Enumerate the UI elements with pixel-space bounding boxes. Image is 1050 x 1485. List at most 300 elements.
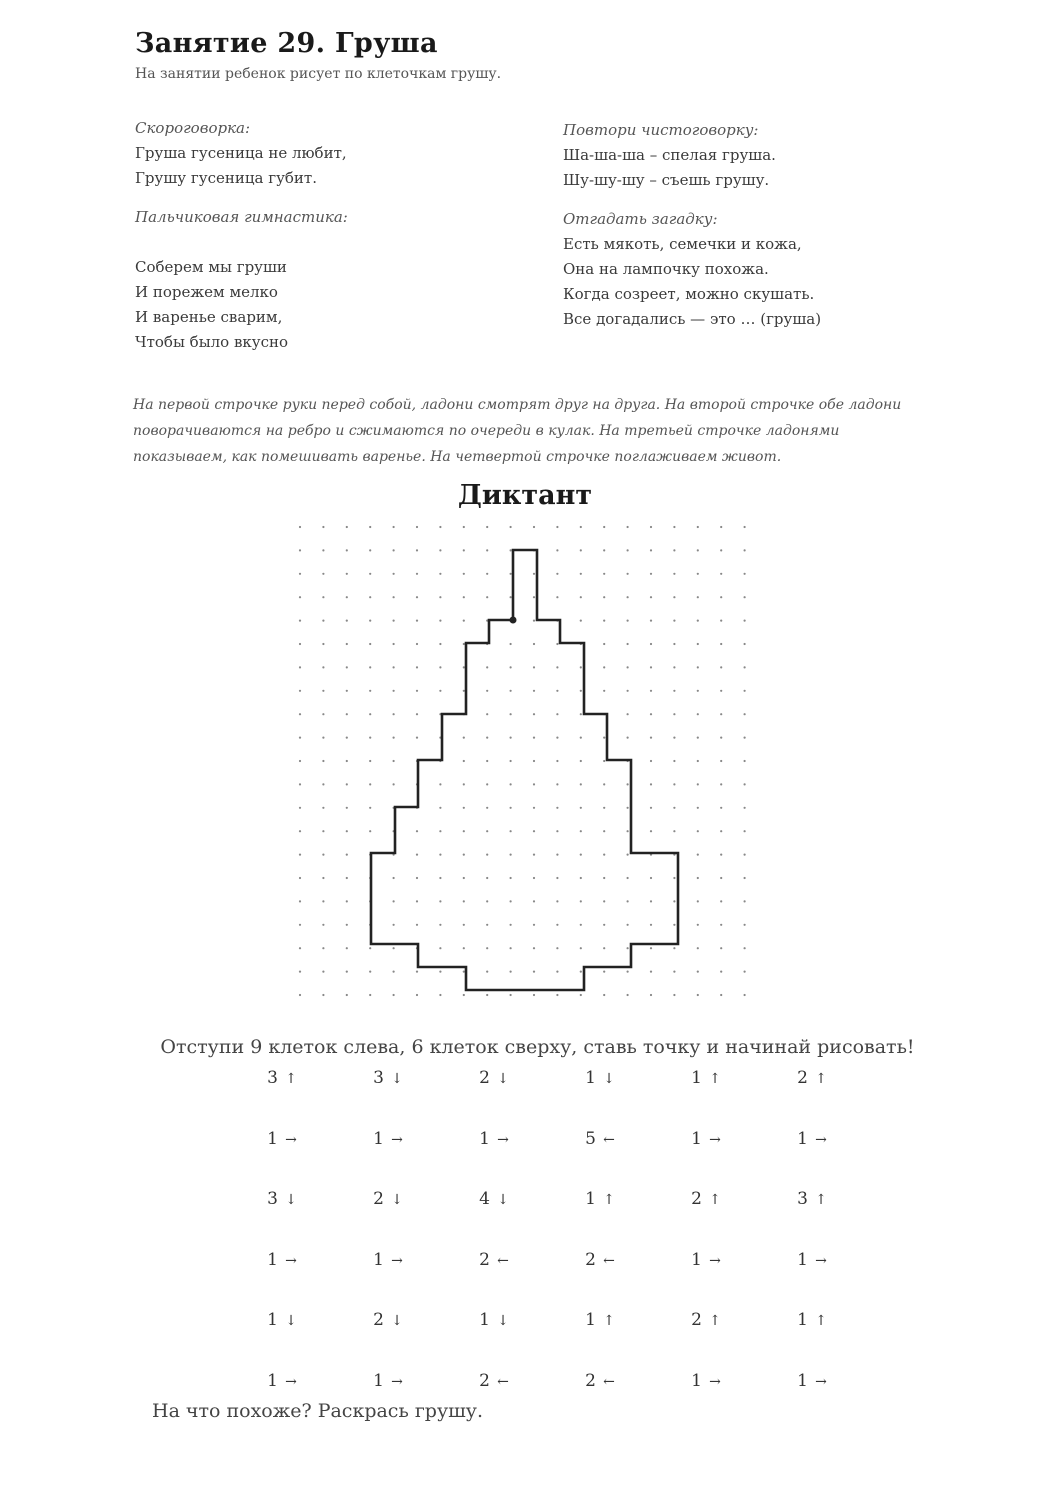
grid-dot <box>673 596 675 598</box>
grid-dot <box>346 713 348 715</box>
grid-dot <box>533 526 535 528</box>
grid-dot <box>697 713 699 715</box>
direction-arrow-icon: ← <box>497 1252 509 1269</box>
grid-dot <box>556 666 558 668</box>
direction-arrow-icon: → <box>285 1131 297 1148</box>
grid-dot <box>439 830 441 832</box>
grid-dot <box>510 807 512 809</box>
grid-dot <box>556 947 558 949</box>
grid-dot <box>744 526 746 528</box>
grid-dot <box>299 924 301 926</box>
grid-dot <box>650 596 652 598</box>
step-cell <box>358 1189 448 1209</box>
grid-dot <box>369 737 371 739</box>
grid-dot <box>322 549 324 551</box>
grid-dot <box>486 947 488 949</box>
grid-dot <box>744 877 746 879</box>
grid-dot <box>463 924 465 926</box>
grid-dot <box>439 783 441 785</box>
grid-dot <box>720 971 722 973</box>
grid-dot <box>627 854 629 856</box>
grid-dot <box>299 643 301 645</box>
step-count: 1 <box>373 1128 384 1149</box>
grid-dot <box>627 924 629 926</box>
grid-dot <box>720 947 722 949</box>
grid-dot <box>510 971 512 973</box>
repeat-line: Шу-шу-шу – съешь грушу. <box>563 171 770 189</box>
repeat-heading: Повтори чистоговорку: <box>563 121 759 139</box>
grid-dot <box>299 690 301 692</box>
step-count: 1 <box>479 1310 490 1330</box>
grid-dot <box>673 900 675 902</box>
grid-dot <box>416 830 418 832</box>
grid-dot <box>744 573 746 575</box>
grid-dot <box>673 971 675 973</box>
grid-dot <box>603 666 605 668</box>
grid-dot <box>439 690 441 692</box>
direction-arrow-icon: → <box>709 1373 721 1390</box>
grid-dot <box>299 877 301 879</box>
grid-dot <box>486 737 488 739</box>
grid-dot <box>416 713 418 715</box>
grid-dot <box>393 783 395 785</box>
lesson-subtitle: На занятии ребенок рисует по клеточкам грушу. <box>135 66 502 82</box>
grid-dot <box>416 596 418 598</box>
guess-line: Есть мякоть, семечки и кожа, <box>563 235 802 253</box>
grid-dot <box>533 971 535 973</box>
step-cell <box>252 1068 342 1088</box>
grid-dot <box>556 737 558 739</box>
grid-dot <box>393 737 395 739</box>
grid-dot <box>556 690 558 692</box>
grid-dot <box>627 596 629 598</box>
guess-line: Все догадались — это … (груша) <box>563 310 822 328</box>
grid-dot <box>393 690 395 692</box>
step-count: 4 <box>479 1189 490 1209</box>
grid-dot <box>556 971 558 973</box>
step-cell <box>252 1371 342 1391</box>
grid-dot <box>393 596 395 598</box>
guess-line: Когда созреет, можно скушать. <box>563 285 815 303</box>
step-count: 2 <box>373 1310 384 1330</box>
grid-dot <box>627 643 629 645</box>
step-cell <box>464 1250 554 1270</box>
grid-dot <box>720 549 722 551</box>
grid-dot <box>744 737 746 739</box>
grid-dot <box>603 877 605 879</box>
step-cell <box>782 1310 872 1330</box>
grid-dot <box>369 526 371 528</box>
direction-arrow-icon: → <box>709 1252 721 1269</box>
grid-dot <box>322 900 324 902</box>
step-count: 2 <box>691 1310 702 1330</box>
grid-dot <box>720 830 722 832</box>
grid-dot <box>369 713 371 715</box>
step-cell <box>570 1371 660 1391</box>
grid-dot <box>439 620 441 622</box>
grid-dot <box>744 900 746 902</box>
grid-dot <box>510 854 512 856</box>
step-count: 1 <box>691 1370 702 1391</box>
grid-dot <box>533 713 535 715</box>
grid-dot <box>346 737 348 739</box>
step-count: 2 <box>479 1370 490 1391</box>
step-count: 1 <box>691 1128 702 1149</box>
grid-dot <box>346 666 348 668</box>
step-cell <box>358 1068 448 1088</box>
grid-dot <box>533 737 535 739</box>
step-count: 2 <box>479 1249 490 1270</box>
grid-dot <box>627 573 629 575</box>
grid-dot <box>533 690 535 692</box>
grid-dot <box>697 620 699 622</box>
step-count: 1 <box>797 1249 808 1270</box>
grid-dot <box>673 737 675 739</box>
grid-dot <box>627 807 629 809</box>
grid-dot <box>486 924 488 926</box>
grid-dot <box>556 713 558 715</box>
grid-dot <box>439 526 441 528</box>
grid-dot <box>322 690 324 692</box>
grid-dot <box>603 573 605 575</box>
grid-dot <box>322 783 324 785</box>
grid-dot <box>720 924 722 926</box>
step-count: 1 <box>797 1310 808 1330</box>
grid-dot <box>346 994 348 996</box>
grid-dot <box>533 760 535 762</box>
step-cell <box>252 1129 342 1149</box>
grid-dot <box>393 549 395 551</box>
grid-dot <box>556 573 558 575</box>
grid-dot <box>580 737 582 739</box>
grid-dot <box>346 807 348 809</box>
grid-dot <box>510 713 512 715</box>
grid-dot <box>650 783 652 785</box>
step-count: 1 <box>585 1068 596 1088</box>
step-count: 1 <box>479 1128 490 1149</box>
grid-dot <box>627 713 629 715</box>
step-cell <box>464 1310 554 1330</box>
grid-dot <box>580 877 582 879</box>
direction-arrow-icon: → <box>391 1252 403 1269</box>
grid-dot <box>697 877 699 879</box>
direction-arrow-icon: ↓ <box>497 1192 509 1208</box>
grid-dot <box>463 549 465 551</box>
grid-dot <box>393 526 395 528</box>
grid-dot <box>697 924 699 926</box>
grid-dot <box>393 947 395 949</box>
grid-dot <box>650 526 652 528</box>
grid-dot <box>580 971 582 973</box>
grid-dot <box>439 924 441 926</box>
grid-dot <box>556 830 558 832</box>
direction-arrow-icon: → <box>391 1131 403 1148</box>
grid-dot <box>299 526 301 528</box>
grid-dot <box>580 596 582 598</box>
grid-dot <box>697 596 699 598</box>
direction-arrow-icon: ↓ <box>497 1313 509 1329</box>
grid-dot <box>486 573 488 575</box>
grid-dot <box>393 971 395 973</box>
grid-dot <box>346 620 348 622</box>
grid-dot <box>322 526 324 528</box>
direction-arrow-icon: ↓ <box>603 1071 615 1087</box>
guess-line: Она на лампочку похожа. <box>563 260 769 278</box>
step-count: 2 <box>585 1249 596 1270</box>
grid-dot <box>673 877 675 879</box>
grid-dot <box>393 620 395 622</box>
step-cell <box>676 1129 766 1149</box>
grid-dot <box>463 947 465 949</box>
grid-dot <box>439 573 441 575</box>
grid-dot <box>673 760 675 762</box>
grid-dot <box>650 807 652 809</box>
grid-dot <box>603 994 605 996</box>
grid-dot <box>744 807 746 809</box>
step-count: 1 <box>373 1249 384 1270</box>
grid-dot <box>603 783 605 785</box>
grid-dot <box>299 549 301 551</box>
step-count: 2 <box>479 1068 490 1088</box>
grid-dot <box>744 666 746 668</box>
grid-dot <box>627 737 629 739</box>
grid-dot <box>439 596 441 598</box>
grid-dot <box>322 971 324 973</box>
grid-dot <box>416 924 418 926</box>
finger-line: Чтобы было вкусно <box>135 333 289 351</box>
step-cell <box>570 1129 660 1149</box>
grid-dot <box>580 573 582 575</box>
step-cell <box>782 1250 872 1270</box>
grid-dot <box>463 807 465 809</box>
grid-dot <box>322 947 324 949</box>
grid-dot <box>510 900 512 902</box>
grid-dot <box>744 854 746 856</box>
direction-arrow-icon: ↑ <box>709 1192 721 1208</box>
grid-dot <box>697 947 699 949</box>
step-cell <box>676 1068 766 1088</box>
grid-dot <box>533 807 535 809</box>
step-cell <box>252 1189 342 1209</box>
grid-dot <box>720 526 722 528</box>
grid-dot <box>580 947 582 949</box>
grid-dot <box>322 924 324 926</box>
grid-dot <box>650 549 652 551</box>
grid-dot <box>673 526 675 528</box>
grid-dot <box>369 573 371 575</box>
step-count: 1 <box>267 1370 278 1391</box>
grid-dot <box>673 783 675 785</box>
direction-arrow-icon: ← <box>497 1373 509 1390</box>
direction-arrow-icon: ↓ <box>285 1313 297 1329</box>
grid-dot <box>439 854 441 856</box>
grid-dot <box>533 830 535 832</box>
grid-dot <box>556 760 558 762</box>
grid-dot <box>627 994 629 996</box>
grid-dot <box>416 877 418 879</box>
grid-dot <box>369 783 371 785</box>
grid-dot <box>627 900 629 902</box>
grid-dot <box>346 596 348 598</box>
grid-dot <box>416 690 418 692</box>
grid-dot <box>627 971 629 973</box>
grid-dot <box>533 900 535 902</box>
start-instruction: Отступи 9 клеток слева, 6 клеток сверху, ставь точку и начинай рисовать! <box>160 1036 915 1058</box>
step-count: 1 <box>585 1310 596 1330</box>
direction-arrow-icon: ↑ <box>815 1313 827 1329</box>
step-cell <box>464 1129 554 1149</box>
grid-dot <box>603 830 605 832</box>
step-cell <box>782 1189 872 1209</box>
grid-dot <box>673 947 675 949</box>
grid-dot <box>486 549 488 551</box>
grid-dot <box>369 971 371 973</box>
grid-dot <box>580 666 582 668</box>
grid-dot <box>346 549 348 551</box>
grid-dot <box>369 807 371 809</box>
grid-dot <box>720 900 722 902</box>
grid-dot <box>650 713 652 715</box>
grid-dot <box>673 643 675 645</box>
grid-dot <box>744 690 746 692</box>
grid-dot <box>486 690 488 692</box>
finger-heading: Пальчиковая гимнастика: <box>135 208 348 226</box>
direction-arrow-icon: → <box>815 1373 827 1390</box>
grid-dot <box>346 877 348 879</box>
finger-line: Соберем мы груши <box>135 258 287 276</box>
grid-dot <box>650 737 652 739</box>
grid-dot <box>720 596 722 598</box>
grid-dot <box>720 666 722 668</box>
grid-dot <box>393 900 395 902</box>
grid-dot <box>603 549 605 551</box>
step-cell <box>358 1371 448 1391</box>
grid-dot <box>510 783 512 785</box>
grid-dot <box>697 994 699 996</box>
grid-dot <box>393 994 395 996</box>
grid-dot <box>439 900 441 902</box>
grid-dot <box>650 643 652 645</box>
grid-dot <box>510 643 512 645</box>
grid-dot <box>580 760 582 762</box>
finger-line: И порежем мелко <box>135 283 278 301</box>
direction-arrow-icon: → <box>497 1131 509 1148</box>
grid-dot <box>744 643 746 645</box>
grid-dot <box>393 666 395 668</box>
grid-dot <box>533 666 535 668</box>
grid-dot <box>299 971 301 973</box>
step-count: 1 <box>797 1128 808 1149</box>
step-cell <box>676 1189 766 1209</box>
grid-dot <box>673 713 675 715</box>
step-cell <box>464 1371 554 1391</box>
step-count: 1 <box>691 1249 702 1270</box>
direction-arrow-icon: ↑ <box>285 1071 297 1087</box>
step-cell <box>676 1310 766 1330</box>
grid-dot <box>463 971 465 973</box>
grid-dot <box>346 783 348 785</box>
grid-dot <box>463 573 465 575</box>
step-count: 1 <box>373 1370 384 1391</box>
grid-dot <box>416 854 418 856</box>
grid-dot <box>299 807 301 809</box>
grid-dot <box>697 783 699 785</box>
grid-dot <box>393 573 395 575</box>
grid-dot <box>603 971 605 973</box>
grid-dot <box>346 526 348 528</box>
grid-dot <box>463 643 465 645</box>
grid-dot <box>463 900 465 902</box>
grid-dot <box>369 690 371 692</box>
step-count: 1 <box>267 1249 278 1270</box>
step-cell <box>464 1189 554 1209</box>
grid-dot <box>533 783 535 785</box>
grid-dot <box>556 994 558 996</box>
grid-dot <box>439 971 441 973</box>
dictation-title: Диктант <box>457 480 593 511</box>
grid-dot <box>510 877 512 879</box>
grid-dot <box>486 994 488 996</box>
grid-dot <box>627 549 629 551</box>
grid-dot <box>346 971 348 973</box>
direction-arrow-icon: ↑ <box>815 1192 827 1208</box>
step-count: 3 <box>267 1189 278 1209</box>
grid-dot <box>580 830 582 832</box>
grid-dot <box>533 877 535 879</box>
grid-dot <box>322 666 324 668</box>
grid-dot <box>510 737 512 739</box>
grid-dot <box>416 666 418 668</box>
grid-dot <box>627 877 629 879</box>
grid-dot <box>720 877 722 879</box>
grid-dot <box>603 900 605 902</box>
grid-dot <box>510 596 512 598</box>
grid-dot <box>369 666 371 668</box>
grid-dot <box>744 783 746 785</box>
grid-dot <box>416 643 418 645</box>
step-count: 2 <box>691 1189 702 1209</box>
grid-dot <box>322 877 324 879</box>
grid-dot <box>673 994 675 996</box>
grid-dot <box>486 760 488 762</box>
direction-arrow-icon: → <box>815 1131 827 1148</box>
grid-dot <box>486 877 488 879</box>
grid-dot <box>299 713 301 715</box>
grid-dot <box>393 760 395 762</box>
grid-dot <box>369 596 371 598</box>
grid-dot <box>697 900 699 902</box>
grid-dot <box>463 596 465 598</box>
grid-dot <box>744 760 746 762</box>
grid-dot <box>346 760 348 762</box>
grid-dot <box>299 596 301 598</box>
grid-dot <box>650 877 652 879</box>
grid-dot <box>486 900 488 902</box>
grid-dot <box>650 830 652 832</box>
grid-dot <box>369 947 371 949</box>
grid-dot <box>322 573 324 575</box>
grid-dot <box>580 924 582 926</box>
grid-dot <box>650 620 652 622</box>
step-count: 2 <box>585 1370 596 1391</box>
grid-dot <box>533 924 535 926</box>
direction-arrow-icon: → <box>391 1373 403 1390</box>
grid-dot <box>650 900 652 902</box>
step-count: 1 <box>267 1310 278 1330</box>
grid-dot <box>627 830 629 832</box>
grid-dot <box>556 854 558 856</box>
grid-dot <box>439 994 441 996</box>
